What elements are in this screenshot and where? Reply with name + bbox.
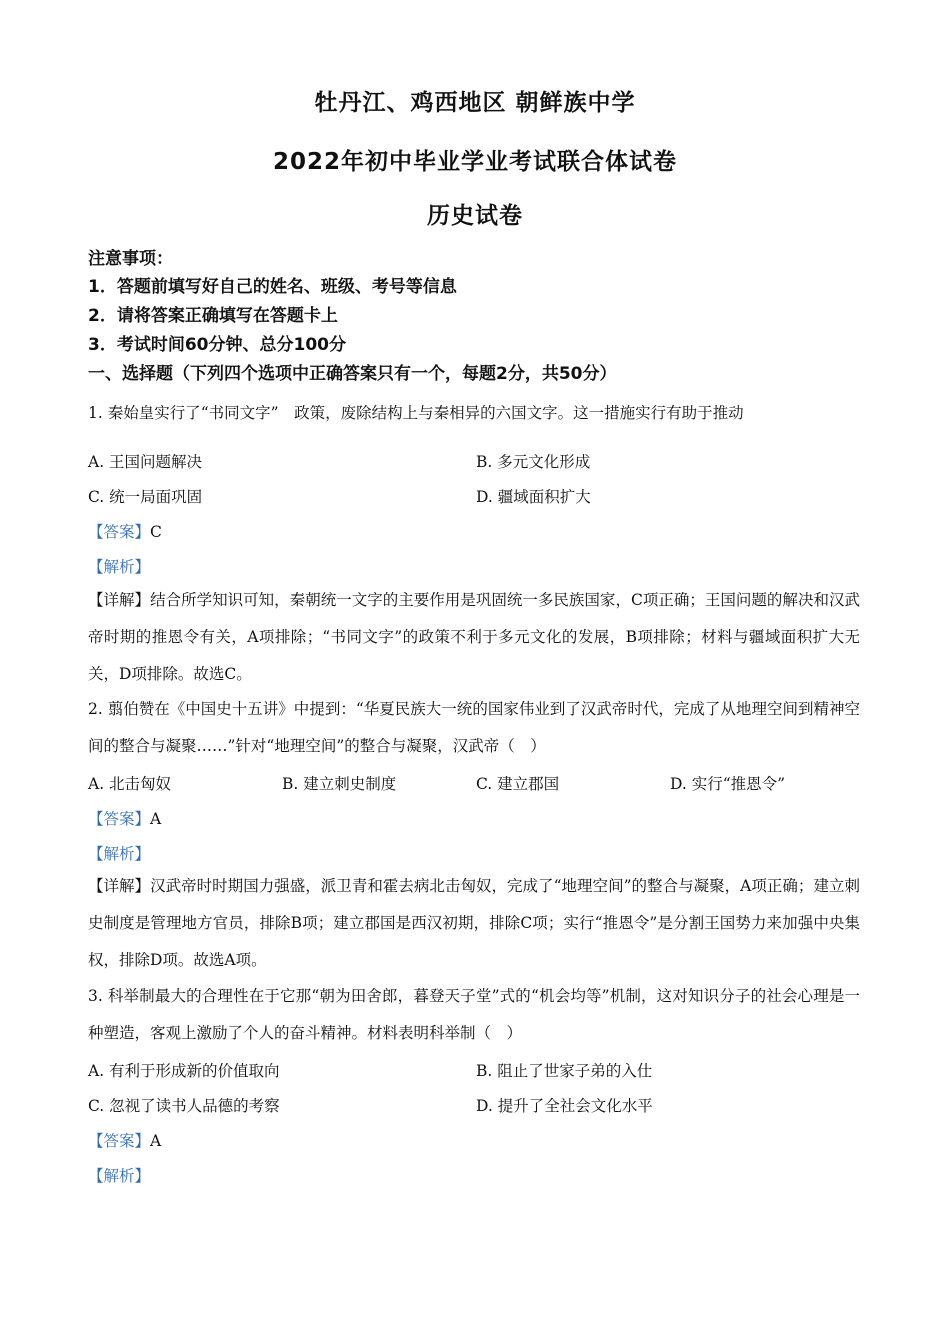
detail-text: 结合所学知识可知，秦朝统一文字的主要作用是巩固统一多民族国家，C项正确；王国问题的解决和汉武帝时期的推恩令有关，A项排除；“书同文字”的政策不利于多元文化的发展，B项排除；材料与疆域面积扩大无关，D项排除。故选C。 [88, 591, 860, 683]
notice-heading: 注意事项： [88, 249, 173, 269]
question-2-stem: 2. 翦伯赞在《中国史十五讲》中提到：“华夏民族大一统的国家伟业到了汉武帝时代，完成了从地理空间到精神空间的整合与凝聚……”针对“地理空间”的整合与凝聚，汉武帝（ ） [88, 700, 860, 755]
question-1-analysis [88, 555, 150, 577]
notice-item-2: 2．请将答案正确填写在答题卡上 [88, 306, 338, 326]
detail-tag: 【详解】 [88, 591, 151, 609]
question-1-option-b: B. 多元文化形成 [476, 453, 591, 471]
question-2-analysis [88, 842, 150, 864]
answer-tag: 【答案】 [88, 1132, 151, 1150]
detail-tag: 【详解】 [88, 877, 151, 895]
detail-text: 汉武帝时时期国力强盛，派卫青和霍去病北击匈奴，完成了“地理空间”的整合与凝聚，A项正确；建立刺史制度是管理地方官员，排除B项；建立郡国是西汉初期，排除C项；实行“推恩令”是分割王国势力来加强中央集权，排除D项。故选A项。 [88, 877, 860, 969]
question-3-option-a: A. 有利于形成新的价值取向 [88, 1062, 280, 1080]
question-1-option-d: D. 疆域面积扩大 [476, 488, 591, 506]
subject-title: 历史试卷 [427, 203, 523, 229]
answer-value: A [150, 810, 162, 828]
question-3-option-d: D. 提升了全社会文化水平 [476, 1097, 653, 1115]
question-1-detail [88, 582, 860, 693]
question-3-analysis [88, 1164, 150, 1186]
school-title: 牡丹江、鸡西地区 朝鲜族中学 [314, 90, 636, 116]
question-2-option-d: D. 实行“推恩令” [670, 775, 786, 793]
analysis-tag: 【解析】 [88, 845, 151, 863]
analysis-tag: 【解析】 [88, 1167, 151, 1185]
question-3-option-c: C. 忽视了读书人品德的考察 [88, 1097, 280, 1115]
question-3-answer [88, 1129, 161, 1151]
analysis-tag: 【解析】 [88, 558, 151, 576]
question-1-stem: 1. 秦始皇实行了“书同文字” 政策，废除结构上与秦相异的六国文字。这一措施实行有助于推动 [88, 404, 744, 422]
question-2-option-c: C. 建立郡国 [476, 775, 560, 793]
question-2-option-a: A. 北击匈奴 [88, 775, 172, 793]
answer-value: A [150, 1132, 162, 1150]
answer-value: C [150, 523, 162, 541]
question-2-option-b: B. 建立刺史制度 [282, 775, 397, 793]
answer-tag: 【答案】 [88, 523, 151, 541]
question-1-answer [88, 520, 162, 542]
exam-title: 2022年初中毕业学业考试联合体试卷 [272, 149, 677, 175]
question-1-option-c: C. 统一局面巩固 [88, 488, 203, 506]
question-1-option-a: A. 王国问题解决 [88, 453, 203, 471]
question-3-option-b: B. 阻止了世家子弟的入仕 [476, 1062, 653, 1080]
notice-item-1: 1．答题前填写好自己的姓名、班级、考号等信息 [88, 277, 457, 297]
answer-tag: 【答案】 [88, 810, 151, 828]
question-2-detail [88, 868, 860, 979]
question-3-stem: 3. 科举制最大的合理性在于它那“朝为田舍郎，暮登天子堂”式的“机会均等”机制，这对知识分子的社会心理是一种塑造，客观上激励了个人的奋斗精神。材料表明科举制（ ） [88, 987, 860, 1042]
section-title: 一、选择题（下列四个选项中正确答案只有一个，每题2分，共50分） [88, 364, 617, 384]
question-2-answer [88, 807, 161, 829]
notice-item-3: 3．考试时间60分钟、总分100分 [88, 335, 346, 355]
